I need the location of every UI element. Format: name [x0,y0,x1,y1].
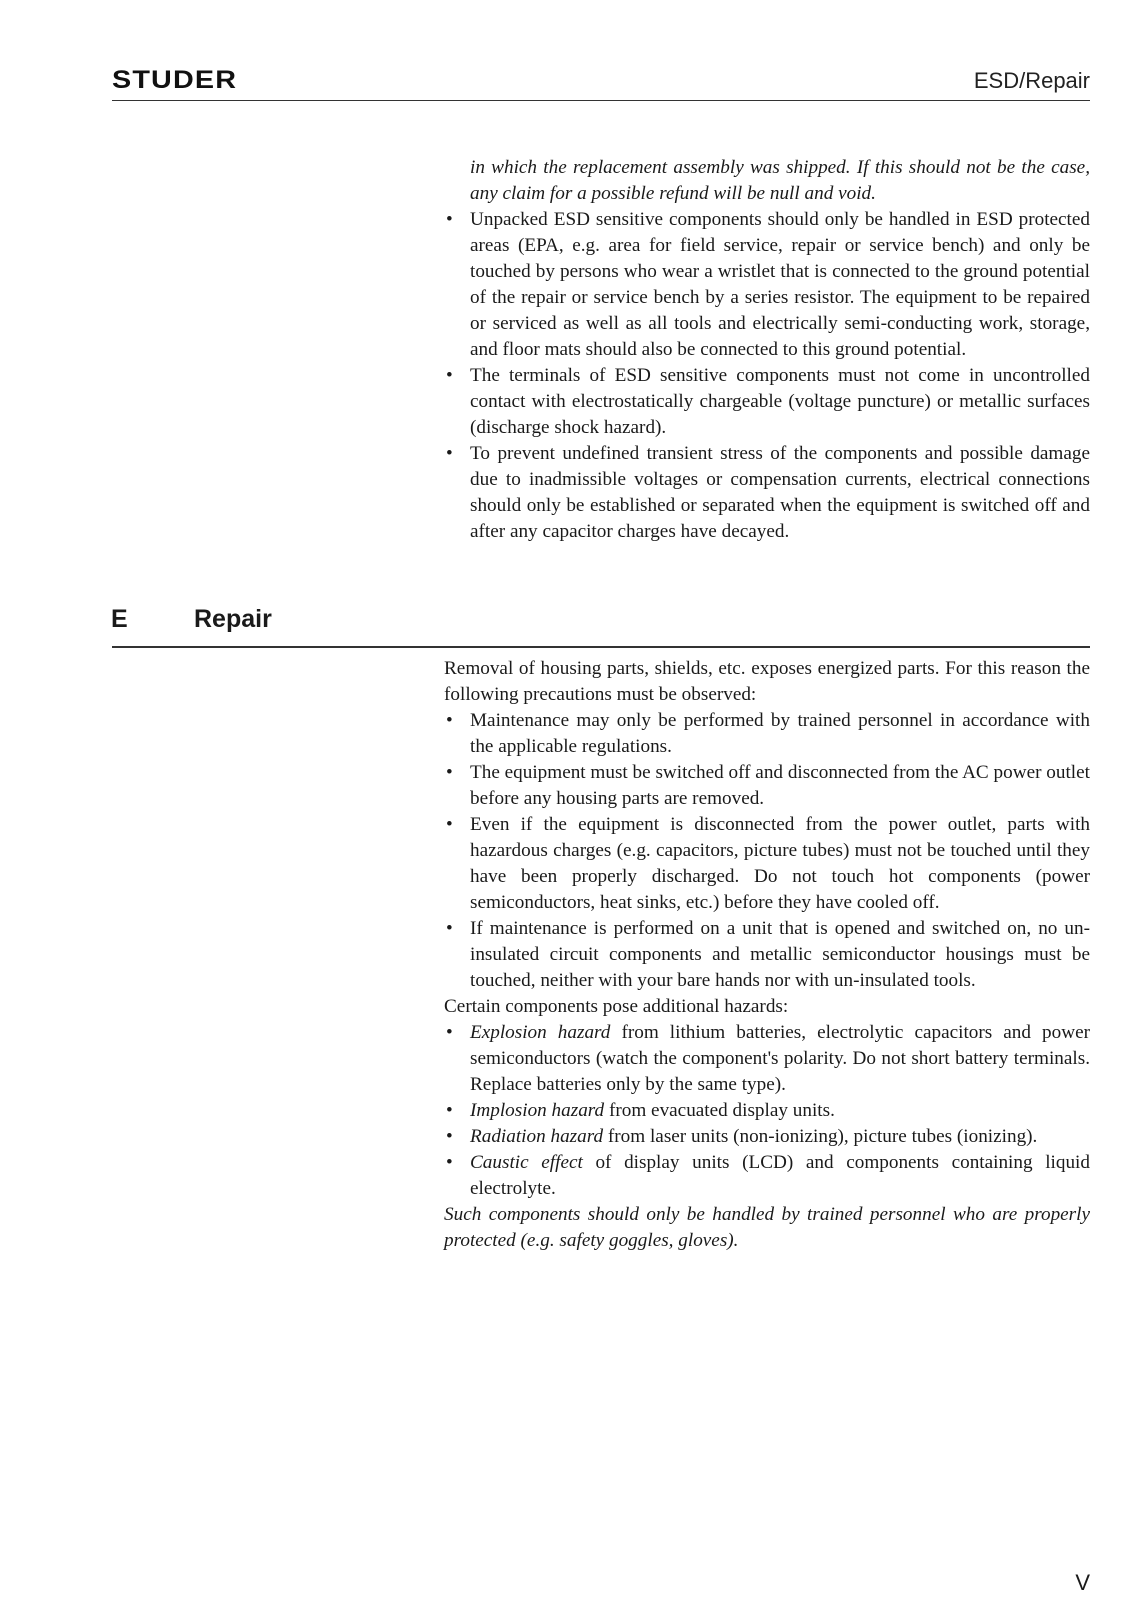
page-number: V [1075,1570,1090,1595]
esd-bullet-list [444,207,1090,545]
studer-logo: STUDER [112,66,238,94]
repair-bullet-1: • The equipment must be switched off and disconnected from the AC power outlet before any housing parts are removed. [444,760,1090,812]
closing-italic-note: Such components should only be handled by trained personnel who are properly protected (e.g. safety goggles, gloves). [444,1204,1090,1251]
chapter-title: Repair [194,605,272,633]
hazard-item [444,1098,1090,1124]
running-header-section: ESD/Repair [973,68,1090,93]
hazard-text: from laser units (non-ionizing), picture tubes (ionizing). [603,1126,1038,1147]
esd-bullet-0: • Unpacked ESD sensitive components should only be handled in ESD protected areas (EPA, e.g. area for field service, repair or service bench) and only be touched by persons who wear a wristlet that is connected to the ground potential of the repair or service bench by a series resistor. The equipment to be repaired or serviced as well as all tools and electrically semi-conducting work, storage, and floor mats should also be connected to this ground potential. [444,207,1090,363]
hazard-term: Caustic effect [470,1152,583,1173]
hazard-term: Explosion hazard [470,1022,611,1043]
hazard-text: of display units (LCD) and components containing liquid electrolyte. [470,1152,1090,1199]
repair-block [444,656,1090,1254]
header-rule [112,100,1090,101]
hazard-item [444,1020,1090,1098]
esd-bullet-1: • The terminals of ESD sensitive components must not come in uncontrolled contact with electrostatically chargeable (voltage puncture) or metallic surfaces (discharge shock hazard). [444,363,1090,441]
repair-bullet-0: • Maintenance may only be performed by trained personnel in accordance with the applicable regulations. [444,708,1090,760]
esd-intro-italic: in which the replacement assembly was shipped. If this should not be the case, any claim for a possible refund will be null and void. [470,157,1090,204]
esd-continued-block [444,155,1090,545]
repair-bullet-2: • Even if the equipment is disconnected from the power outlet, parts with hazardous charges (e.g. capacitors, picture tubes) must not be touched until they have been properly discharged. Do not touch hot components (power semiconductors, heat sinks, etc.) before they have cooled off. [444,812,1090,916]
repair-bullet-3: • If maintenance is performed on a unit that is opened and switched on, no un-insulated circuit components and metallic semiconductor housings must be touched, neither with your bare hands nor with un-insulated tools. [444,916,1090,994]
hazard-term: Radiation hazard [470,1126,604,1147]
esd-bullet-2: • To prevent undefined transient stress of the components and possible damage due to inadmissible voltages or compensation currents, electrical connections should only be established or separated when the equipment is switched off and after any capacitor charges have decayed. [444,441,1090,545]
hazard-text: from evacuated display units. [604,1100,835,1121]
repair-intro: Removal of housing parts, shields, etc. exposes energized parts. For this reason the following precautions must be observed: [444,658,1090,705]
chapter-letter: E [111,605,128,633]
chapter-rule [112,646,1090,648]
hazards-list [444,1020,1090,1202]
hazard-item [444,1124,1090,1150]
hazards-intro: Certain components pose additional hazards: [444,996,789,1017]
hazard-text: from lithium batteries, electrolytic capacitors and power semiconductors (watch the component's polarity. Do not short battery terminals. Replace batteries only by the same type). [470,1022,1090,1095]
repair-precautions-list [444,708,1090,994]
hazard-item [444,1150,1090,1202]
hazard-term: Implosion hazard [470,1100,605,1121]
